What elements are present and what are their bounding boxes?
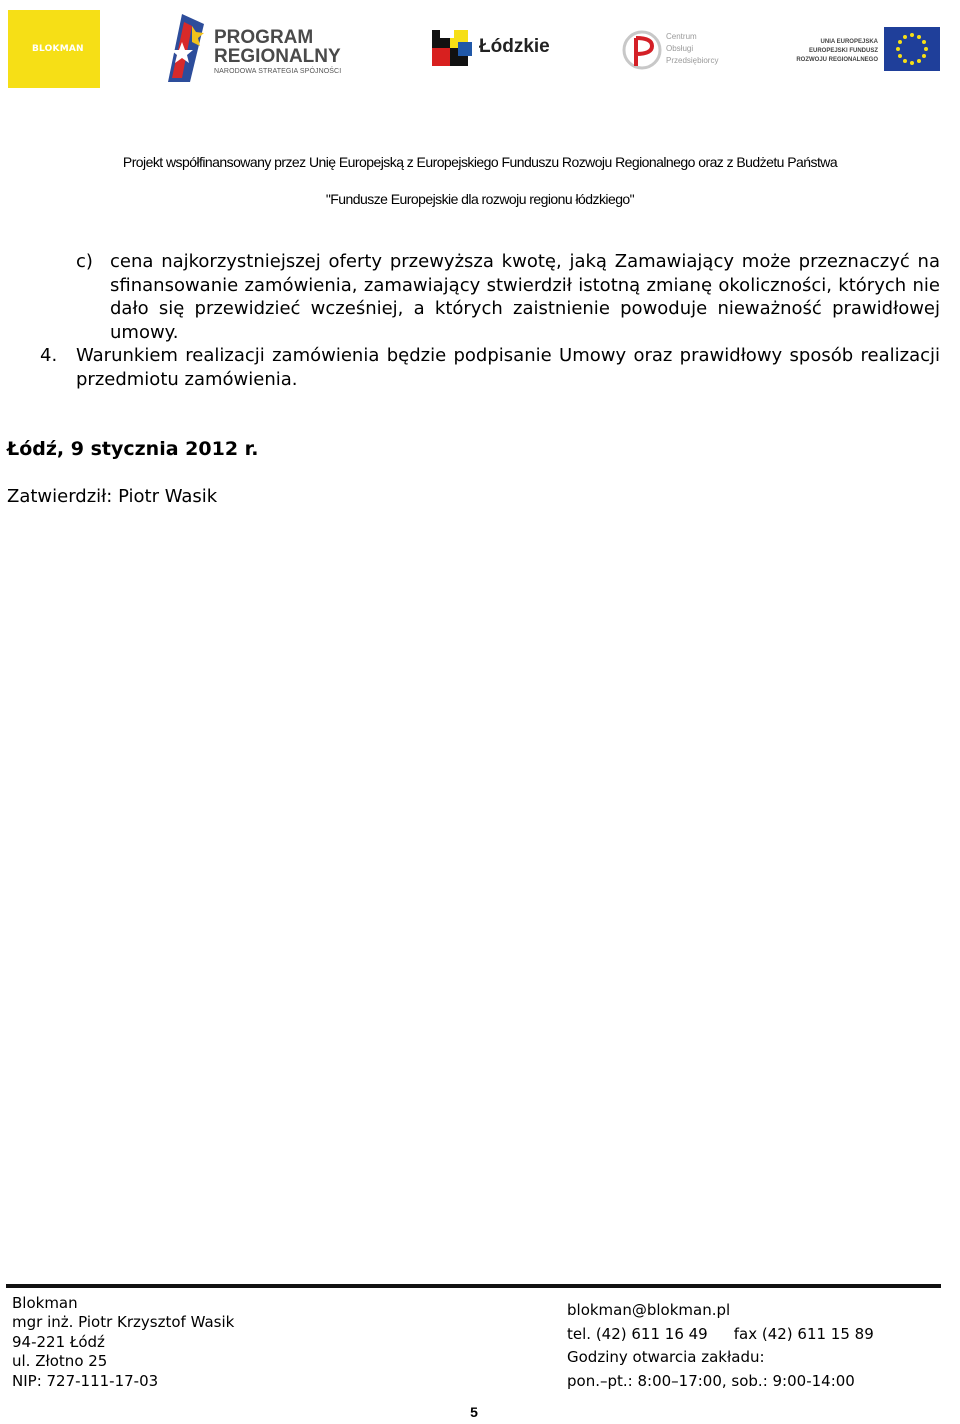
project-cofinancing-note: Projekt współfinansowany przez Unię Europejską z Europejskiego Funduszu Rozwoju Regionalnego oraz z Budżetu Państwa bbox=[122, 154, 838, 170]
centrum-logo-line2: Obsługi bbox=[666, 44, 694, 53]
document-body bbox=[0, 250, 960, 391]
star-emblem-icon bbox=[162, 12, 210, 84]
centrum-logo-line1: Centrum bbox=[666, 32, 697, 41]
list-item-c bbox=[76, 250, 940, 344]
program-logo-line1: PROGRAM bbox=[214, 27, 314, 48]
eu-logo bbox=[788, 26, 942, 74]
footer-fax: fax (42) 611 15 89 bbox=[733, 1324, 874, 1343]
list-item-4-text: Warunkiem realizacji zamówienia będzie podpisanie Umowy oraz prawidłowy sposób realizacji przedmiotu zamówienia. bbox=[76, 345, 940, 390]
footer-hours-label: Godziny otwarcia zakładu: bbox=[567, 1348, 765, 1367]
list-item-4 bbox=[40, 344, 940, 391]
footer-street: ul. Złotno 25 bbox=[12, 1352, 108, 1371]
centrum-obslugi-logo bbox=[622, 24, 722, 76]
blokman-logo-text: BLOKMAN bbox=[32, 44, 84, 54]
centrum-logo-line3: Przedsiębiorcy bbox=[666, 56, 719, 65]
footer-email: blokman@blokman.pl bbox=[567, 1301, 731, 1319]
footer-owner: mgr inż. Piotr Krzysztof Wasik bbox=[12, 1313, 235, 1332]
blokman-logo bbox=[8, 10, 100, 88]
centrum-emblem-icon bbox=[622, 24, 662, 76]
page-number: 5 bbox=[470, 1404, 478, 1420]
eu-logo-line3: ROZWOJU REGIONALNEGO bbox=[796, 57, 878, 63]
list-item-4-marker: 4. bbox=[40, 345, 58, 366]
lodzkie-logo bbox=[432, 22, 550, 74]
program-logo-line2: REGIONALNY bbox=[214, 46, 341, 67]
footer-phones bbox=[567, 1323, 874, 1347]
footer-postal-code: 94-221 Łódź bbox=[12, 1332, 105, 1351]
footer-contact-info bbox=[567, 1299, 874, 1393]
list-item-c-marker: c) bbox=[76, 251, 93, 272]
eu-logo-line2: EUROPEJSKI FUNDUSZ bbox=[808, 48, 878, 54]
logo-band bbox=[0, 0, 960, 100]
program-logo-line3: NARODOWA STRATEGIA SPÓJNOŚCI bbox=[214, 68, 342, 75]
project-program-name: "Fundusze Europejskie dla rozwoju regionu łódzkiego" bbox=[325, 191, 635, 207]
footer-company-info bbox=[12, 1294, 234, 1391]
lodzkie-emblem-icon bbox=[432, 24, 476, 72]
eu-flag-icon bbox=[884, 27, 940, 71]
footer-nip: NIP: 727-111-17-03 bbox=[12, 1371, 159, 1390]
eu-logo-line1: UNIA EUROPEJSKA bbox=[820, 39, 878, 45]
footer-divider bbox=[6, 1284, 941, 1288]
list-item-c-text: cena najkorzystniejszej oferty przewyższa kwotę, jaką Zamawiający może przeznaczyć na sfinansowanie zamówienia, zamawiający stwierdził istotną zmianę okoliczności, których nie dało się przewidzieć wcześniej, a których zaistnienie powoduje nieważność prawidłowej umowy. bbox=[110, 251, 940, 343]
footer-hours: pon.–pt.: 8:00–17:00, sob.: 9:00-14:00 bbox=[567, 1371, 855, 1390]
document-date: Łódź, 9 stycznia 2012 r. bbox=[7, 438, 259, 460]
footer-company-name: Blokman bbox=[12, 1294, 78, 1312]
approval-line: Zatwierdził: Piotr Wasik bbox=[7, 486, 218, 507]
program-regionalny-logo bbox=[162, 12, 362, 84]
lodzkie-logo-text: Łódzkie bbox=[479, 36, 550, 57]
footer-tel: tel. (42) 611 16 49 bbox=[567, 1324, 708, 1343]
